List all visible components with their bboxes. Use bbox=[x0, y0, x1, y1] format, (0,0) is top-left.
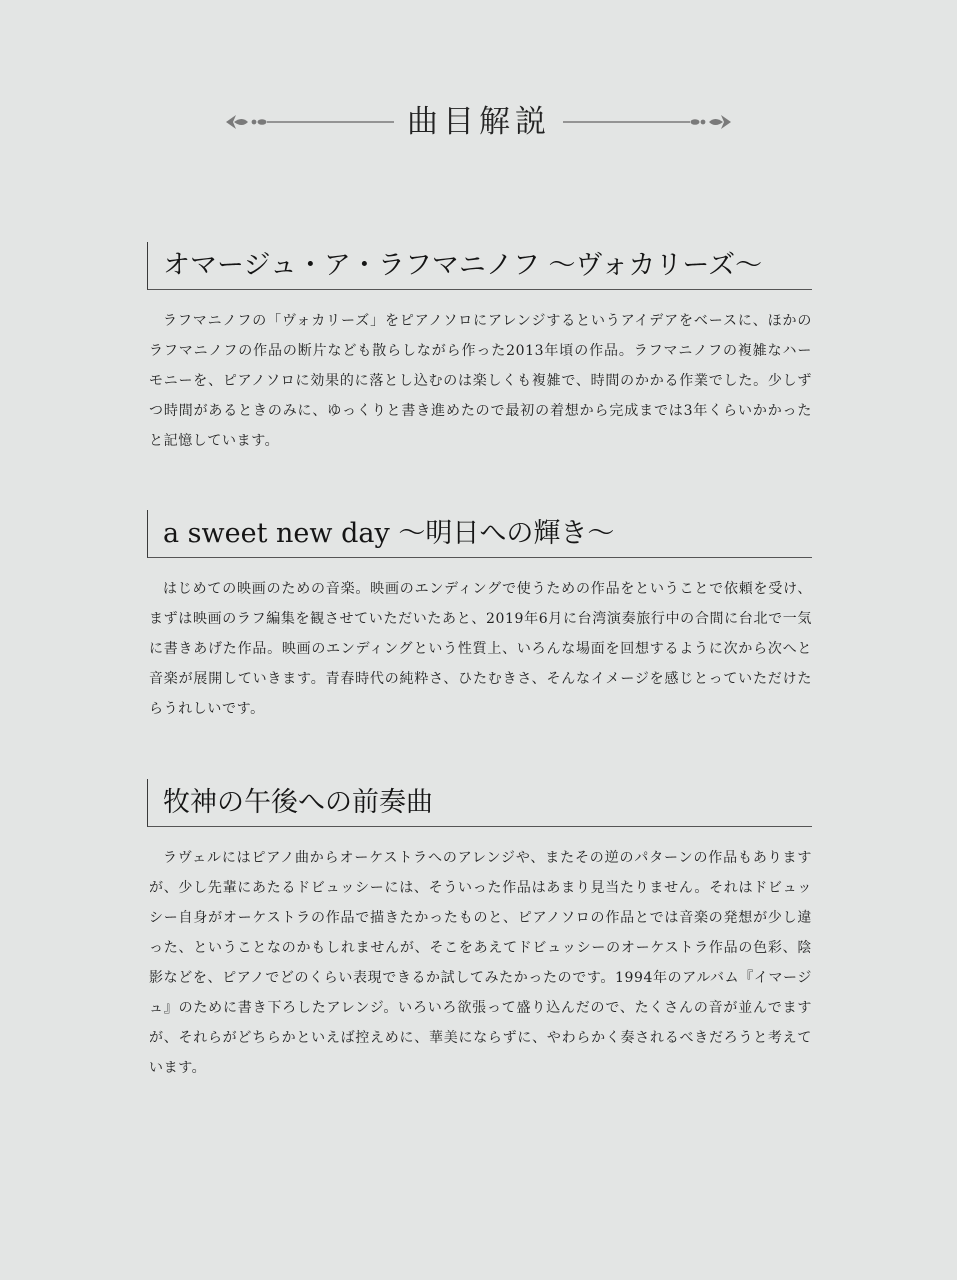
section-sweet-new-day bbox=[147, 510, 812, 724]
page-title: 曲目解説 bbox=[407, 104, 551, 140]
section-heading: a sweet new day 〜明日への輝き〜 bbox=[147, 510, 812, 558]
section-heading: オマージュ・ア・ラフマニノフ 〜ヴォカリーズ〜 bbox=[147, 242, 812, 290]
page-header bbox=[0, 100, 957, 144]
section-heading: 牧神の午後への前奏曲 bbox=[147, 779, 812, 827]
section-body: ラフマニノフの「ヴォカリーズ」をピアノソロにアレンジするというアイデアをベースに、ほかのラフマニノフの作品の断片なども散らしながら作った2013年頃の作品。ラフマニノフの複雑なハーモニーを、ピアノソロに効果的に落とし込むのは楽しくも複雑で、時間のかかる作業でした。少しずつ時間があるときのみに、ゆっくりと書き進めたので最初の着想から完成までは3年くらいかかったと記憶しています。 bbox=[149, 313, 812, 449]
section-body: ラヴェルにはピアノ曲からオーケストラへのアレンジや、またその逆のパターンの作品もありますが、少し先輩にあたるドビュッシーには、そういった作品はあまり見当たりません。それはドビュッシー自身がオーケストラの作品で描きたかったものと、ピアノソロの作品とでは音楽の発想が少し違った、ということなのかもしれませんが、そこをあえてドビュッシーのオーケストラ作品の色彩、陰影などを、ピアノでどのくらい表現できるか試してみたかったのです。1994年のアルバム『イマージュ』のために書き下ろしたアレンジ。いろいろ欲張って盛り込んだので、たくさんの音が並んでますが、それらがどちらかといえば控えめに、華美にならずに、やわらかく奏されるべきだろうと考えています。 bbox=[149, 850, 812, 1076]
section-body: はじめての映画のための音楽。映画のエンディングで使うための作品をということで依頼を受け、まずは映画のラフ編集を観させていただいたあと、2019年6月に台湾演奏旅行中の合間に台北で一気に書きあげた作品。映画のエンディングという性質上、いろんな場面を回想するように次から次へと音楽が展開していきます。青春時代の純粋さ、ひたむきさ、そんなイメージを感じとっていただけたらうれしいです。 bbox=[149, 581, 812, 717]
section-vocalise bbox=[147, 242, 812, 456]
section-faun-prelude bbox=[147, 779, 812, 1083]
left-scroll-ornament-icon bbox=[222, 110, 402, 134]
right-scroll-ornament-icon bbox=[555, 110, 735, 134]
